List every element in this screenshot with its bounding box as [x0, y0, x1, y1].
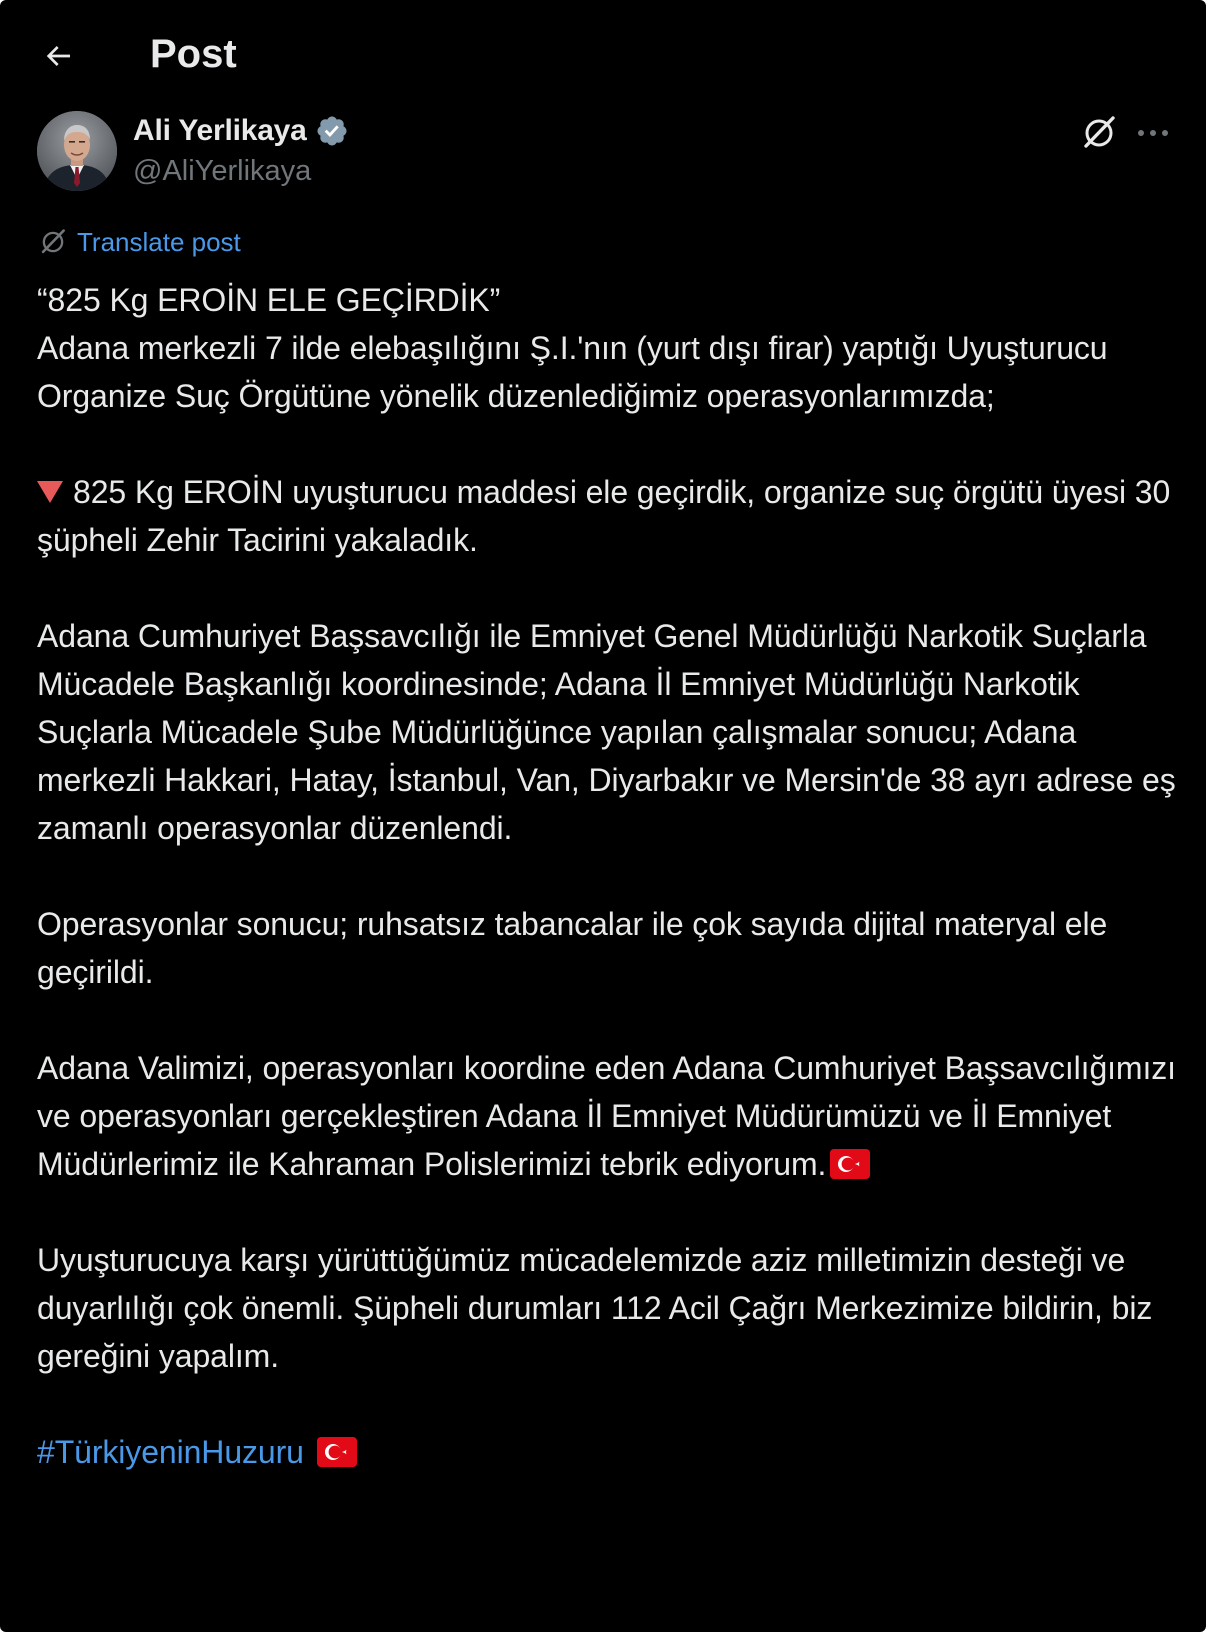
more-horizontal-icon: [1135, 127, 1171, 139]
turkey-flag-icon: [317, 1437, 357, 1467]
grok-icon: [1078, 112, 1120, 154]
post-headline: “825 Kg EROİN ELE GEÇİRDİK”: [37, 282, 501, 318]
author-handle[interactable]: @AliYerlikaya: [133, 155, 312, 187]
avatar-image: [37, 111, 117, 191]
post-intro: Adana merkezli 7 ilde elebaşılığını Ş.I.'nın (yurt dışı firar) yaptığı Uyuşturucu Organize Suç Örgütüne yönelik düzenlediğimiz operasyonlarımızda;: [37, 330, 1108, 414]
post-hashtag-line: [37, 1428, 1177, 1476]
arrow-left-icon: [42, 40, 74, 72]
post-intro-block: [37, 276, 1177, 420]
grok-translate-icon: [37, 226, 69, 258]
post-paragraph-congrats-text: Adana Valimizi, operasyonları koordine eden Adana Cumhuriyet Başsavcılığımızı ve operasyonları gerçekleştiren Adana İl Emniyet Müdürümüzü ve İl Emniyet Müdürlerimiz ile Kahraman Polislerimizi tebrik ediyorum.: [37, 1050, 1176, 1182]
translate-post-label[interactable]: Translate post: [77, 227, 241, 257]
turkey-flag-icon: [830, 1149, 870, 1179]
translate-post-link[interactable]: [37, 225, 241, 259]
post-text: [37, 276, 1177, 1524]
post-paragraph-coordination: Adana Cumhuriyet Başsavcılığı ile Emniyet Genel Müdürlüğü Narkotik Suçlarla Mücadele Başkanlığı koordinesinde; Adana İl Emniyet Müdürlüğü Narkotik Suçlarla Mücadele Şube Müdürlüğünce yapılan çalışmalar sonucu; Adana merkezli Hakkari, Hatay, İstanbul, Van, Diyarbakır ve Mersin'de 38 ayrı adrese eş zamanlı operasyonlar düzenlendi.: [37, 618, 1176, 846]
page-title: Post: [150, 32, 237, 76]
post-bullet-text: 825 Kg EROİN uyuşturucu maddesi ele geçirdik, organize suç örgütü üyesi 30 şüpheli Zehir Tacirini yakaladık.: [37, 474, 1171, 558]
author-name[interactable]: Ali Yerlikaya: [133, 114, 307, 147]
grok-button[interactable]: [1078, 112, 1120, 154]
author-name-row[interactable]: [133, 112, 349, 150]
red-triangle-down-icon: [37, 481, 63, 503]
post-paragraph-call: Uyuşturucuya karşı yürüttüğümüz mücadelemizde aziz milletimizin desteği ve duyarlılığı çok önemli. Şüpheli durumları 112 Acil Çağrı Merkezimize bildirin, biz gereğini yapalım.: [37, 1242, 1153, 1374]
post-bullet: [37, 468, 1177, 564]
verified-badge-icon[interactable]: [315, 114, 349, 148]
post-paragraph-congrats: [37, 1044, 1177, 1188]
back-button[interactable]: [34, 32, 82, 80]
hashtag-link[interactable]: #TürkiyeninHuzuru: [37, 1434, 304, 1470]
avatar[interactable]: [37, 111, 117, 191]
post-paragraph-seized: Operasyonlar sonucu; ruhsatsız tabancalar ile çok sayıda dijital materyal ele geçirildi.: [37, 906, 1108, 990]
more-button[interactable]: [1132, 112, 1174, 154]
